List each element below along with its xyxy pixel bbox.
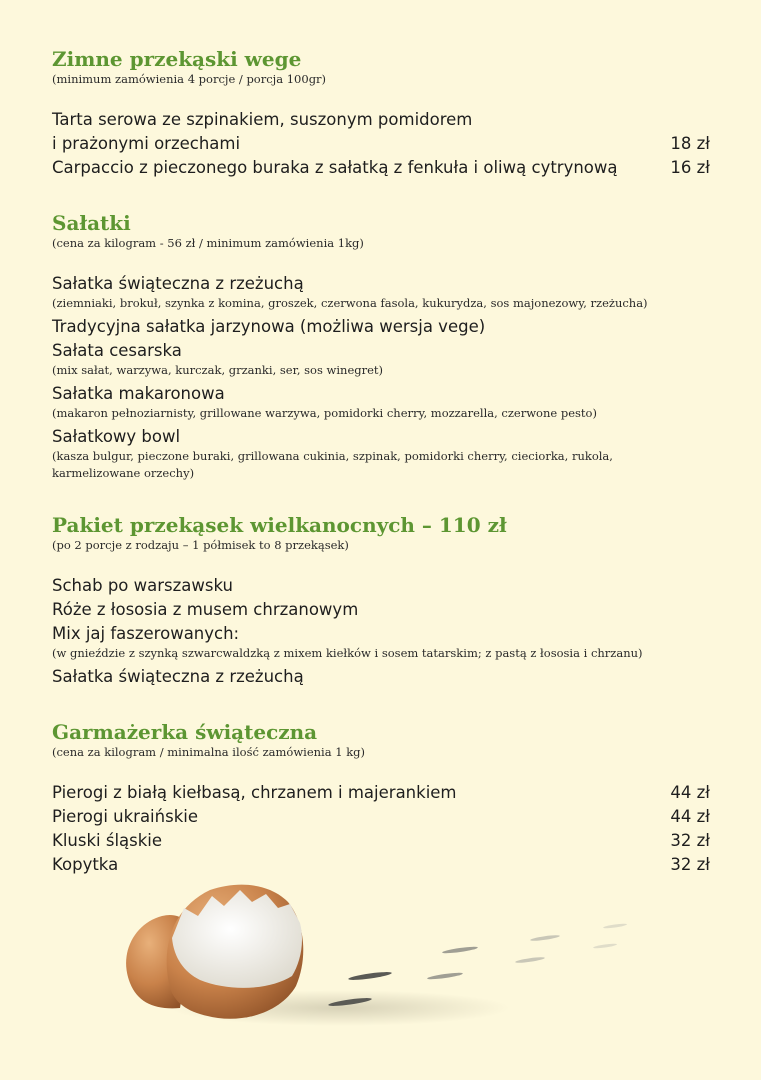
item-description: (kasza bulgur, pieczone buraki, grillowana cukinia, szpinak, pomidorki cherry, cieciorka, rukola, karmelizowane orzechy) <box>52 449 613 480</box>
item-name: Pierogi ukraińskie <box>52 807 198 826</box>
item-name: Sałatkowy bowl <box>52 427 181 446</box>
section-title: Zimne przekąski wege <box>52 47 302 71</box>
item-name: Tradycyjna sałatka jarzynowa (możliwa wersja vege) <box>52 317 486 336</box>
section-note: (cena za kilogram / minimalna ilość zamówienia 1 kg) <box>52 745 366 759</box>
menu-item <box>52 339 710 379</box>
item-name: Sałatka świąteczna z rzeżuchą <box>52 274 304 293</box>
item-name: Sałatka świąteczna z rzeżuchą <box>52 667 304 686</box>
item-name: Sałatka makaronowa <box>52 384 225 403</box>
item-name: Carpaccio z pieczonego buraka z sałatką z fenkuła i oliwą cytrynową <box>52 158 618 177</box>
eggshell-illustration <box>100 868 660 1038</box>
section-salads <box>52 210 710 482</box>
item-name: Mix jaj faszerowanych: <box>52 624 240 643</box>
section-title: Pakiet przekąsek wielkanocnych – 110 zł <box>52 513 507 537</box>
item-name: Kopytka <box>52 855 119 874</box>
item-name: Róże z łososia z musem chrzanowym <box>52 600 359 619</box>
menu-item <box>52 829 710 853</box>
item-name: Pierogi z białą kiełbasą, chrzanem i majerankiem <box>52 783 457 802</box>
item-price: 32 zł <box>670 831 710 850</box>
section-note: (po 2 porcje z rodzaju – 1 półmisek to 8 przekąsek) <box>52 538 349 552</box>
item-description: (makaron pełnoziarnisty, grillowane warzywa, pomidorki cherry, mozzarella, czerwone pesto) <box>52 406 597 420</box>
menu-item <box>52 156 710 180</box>
section-easter-deli <box>52 719 710 877</box>
item-price: 18 zł <box>670 134 710 153</box>
item-price: 44 zł <box>670 783 710 802</box>
menu-item <box>52 382 710 422</box>
menu-item <box>52 315 710 339</box>
menu-item <box>52 108 710 156</box>
section-note: (cena za kilogram - 56 zł / minimum zamówienia 1kg) <box>52 236 364 250</box>
menu-item <box>52 598 710 622</box>
section-easter-snack-package <box>52 512 710 689</box>
menu-item <box>52 805 710 829</box>
item-name: Tarta serowa ze szpinakiem, suszonym pomidorem <box>52 110 473 129</box>
item-name: Schab po warszawsku <box>52 576 234 595</box>
item-name: Sałata cesarska <box>52 341 182 360</box>
section-cold-vege-snacks <box>52 46 710 180</box>
menu-item <box>52 781 710 805</box>
item-price: 16 zł <box>670 158 710 177</box>
menu-item <box>52 574 710 598</box>
item-description: (ziemniaki, brokuł, szynka z komina, groszek, czerwona fasola, kukurydza, sos majonezowy, rzeżucha) <box>52 296 648 310</box>
section-title: Garmażerka świąteczna <box>52 720 318 744</box>
item-description: (w gnieździe z szynką szwarcwaldzką z mixem kiełków i sosem tatarskim; z pastą z łososia i chrzanu) <box>52 646 643 660</box>
menu-item <box>52 622 710 662</box>
menu-page <box>52 46 710 907</box>
menu-item <box>52 665 710 689</box>
item-description: (mix sałat, warzywa, kurczak, grzanki, ser, sos winegret) <box>52 363 384 377</box>
item-price: 32 zł <box>670 855 710 874</box>
menu-item <box>52 272 710 312</box>
menu-item <box>52 425 710 482</box>
section-title: Sałatki <box>52 211 131 235</box>
item-price: 44 zł <box>670 807 710 826</box>
section-note: (minimum zamówienia 4 porcje / porcja 100gr) <box>52 72 327 86</box>
item-name-continued: i prażonymi orzechami <box>52 134 241 153</box>
item-name: Kluski śląskie <box>52 831 163 850</box>
